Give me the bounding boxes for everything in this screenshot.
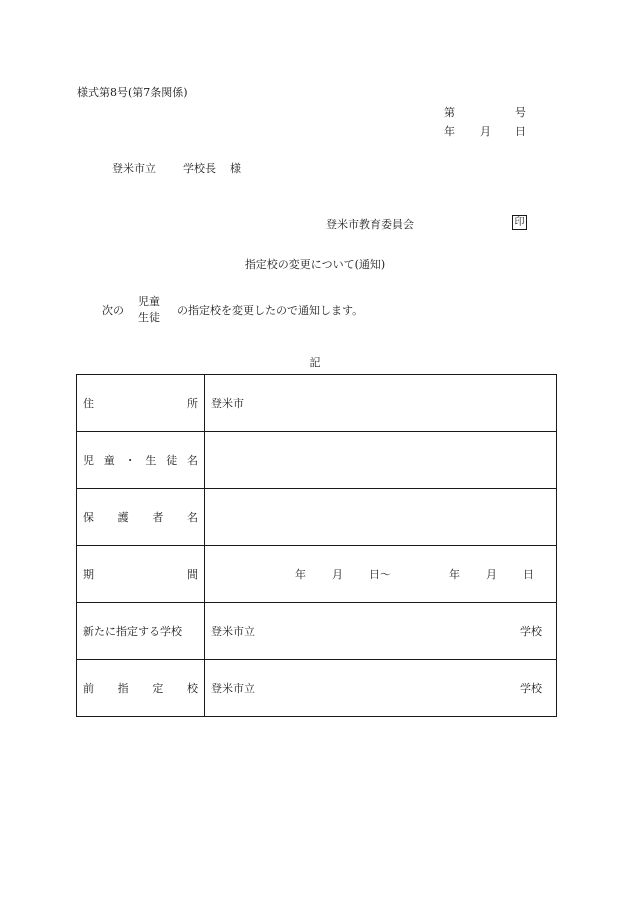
label-char: 校 [186,682,198,695]
guardian-name-value-cell[interactable] [205,489,557,546]
date-year: 年 [444,125,455,138]
body-stack-bottom: 生徒 [138,311,160,324]
body-suffix: の指定校を変更したので通知します。 [177,304,364,317]
table-row [77,546,557,603]
label-char: 護 [117,511,129,524]
document-number-label: 第 [444,106,455,119]
table-row [77,489,557,546]
period-to-day: 日 [523,568,534,581]
date-day: 日 [515,125,526,138]
new-school-prefix: 登米市立 [211,625,255,638]
new-school-suffix: 学校 [520,625,542,638]
ki-heading: 記 [309,356,321,369]
addressee-principal: 学校長 [183,162,216,175]
student-name-value-cell[interactable] [205,432,557,489]
label-char: 生 [145,454,157,467]
table-row [77,375,557,432]
row-label [77,489,205,546]
label-char: 童 [103,454,115,467]
form-number: 様式第8号(第7条関係) [77,86,188,99]
row-label [77,603,205,660]
previous-school-value-cell[interactable] [205,660,557,717]
body-prefix: 次の [102,304,124,317]
period-from-year: 年 [295,568,306,581]
row-label [77,375,205,432]
table-row [77,432,557,489]
seal-stamp: 印 [512,215,527,230]
sender-name: 登米市教育委員会 [326,218,414,231]
document-number-suffix: 号 [515,106,526,119]
label-char: 定 [152,682,164,695]
label-char: ・ [124,454,136,467]
row-label [77,432,205,489]
period-from-month: 月 [332,568,343,581]
notice-table [76,374,557,717]
label-char: 指 [117,682,129,695]
label-char: 徒 [166,454,178,467]
label-char: 前 [83,682,94,695]
label-char: 者 [152,511,164,524]
label-char: 間 [187,568,198,581]
table-row [77,660,557,717]
row-label [77,660,205,717]
document-title: 指定校の変更について(通知) [244,258,386,271]
row-label [77,546,205,603]
label-char: 期 [83,568,94,581]
body-stack-top: 児童 [138,295,160,308]
label-char: 保 [83,511,94,524]
period-value [205,566,556,582]
address-value: 登米市 [211,397,244,410]
label-char: 児 [83,454,94,467]
previous-school-prefix: 登米市立 [211,682,255,695]
date-month: 月 [480,125,491,138]
addressee-honorific: 様 [230,162,241,175]
table-row [77,603,557,660]
period-value-cell[interactable] [205,546,557,603]
period-to-month: 月 [486,568,497,581]
label-char: 名 [186,511,198,524]
period-to-year: 年 [449,568,460,581]
new-school-value-cell[interactable] [205,603,557,660]
label-char: 住 [83,397,94,410]
period-from-day: 日〜 [369,568,391,581]
addressee-school: 登米市立 [112,162,156,175]
label-char: 名 [186,454,198,467]
address-value-cell[interactable] [205,375,557,432]
label-char: 新たに指定する学校 [83,625,182,638]
previous-school-suffix: 学校 [520,682,542,695]
label-char: 所 [187,397,198,410]
